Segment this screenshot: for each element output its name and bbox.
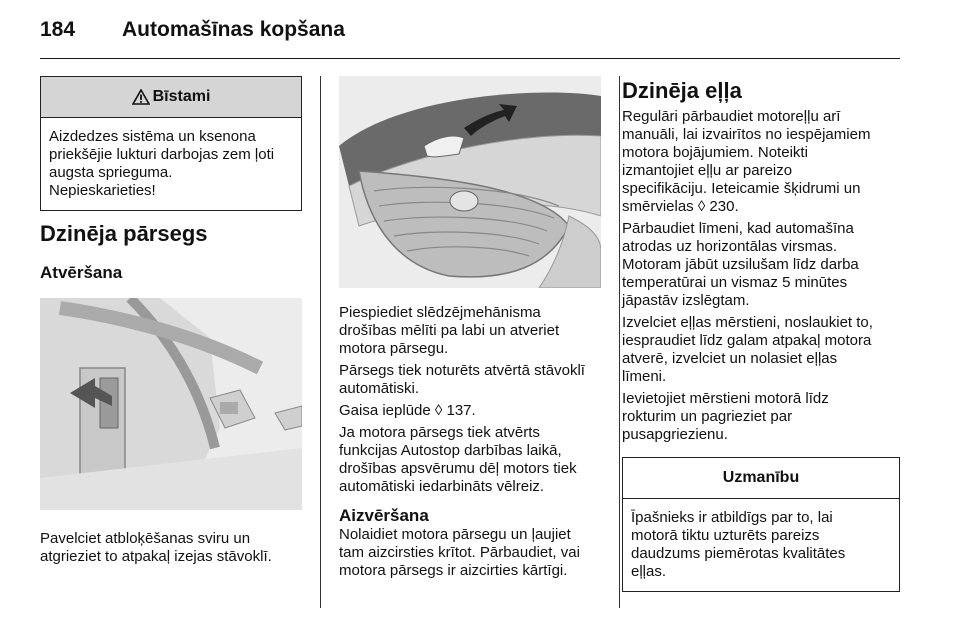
warning-box-body	[41, 118, 301, 210]
text-line: atrodas uz horizontālas virsmas.	[622, 238, 838, 255]
text-line: līmeni.	[622, 368, 667, 385]
text-line: smērvielas ◊ 230.	[622, 198, 739, 215]
warning-line: augsta sprieguma.	[49, 164, 173, 181]
text-line: motora bojājumiem. Noteikti	[622, 144, 808, 161]
caption-release-lever	[40, 530, 302, 566]
warning-box	[40, 76, 302, 211]
caution-heading: Uzmanību	[722, 469, 800, 486]
caution-line: daudzums piemērotas kvalitātes	[631, 545, 846, 562]
text-line: Pārbaudiet līmeni, kad automašīna	[622, 220, 854, 237]
text-line: izmantojiet eļļu ar pareizo	[622, 162, 793, 179]
caution-box-body	[623, 499, 899, 591]
text-line: manuāli, lai izvairītos no iespējamiem	[622, 126, 871, 143]
column-divider-1	[320, 76, 321, 608]
page-title: Automašīnas kopšana	[122, 18, 345, 41]
warning-line: Nepieskarieties!	[49, 182, 156, 199]
caution-line: eļļas.	[631, 563, 667, 580]
text-line: Motoram jābūt uzsilušam līdz darba	[622, 256, 859, 273]
paragraph-check-oil	[622, 108, 900, 216]
column-divider-2	[619, 76, 620, 608]
caution-box-header	[623, 458, 899, 499]
text-line: iespraudiet līdz galam atpakaļ motora	[622, 332, 872, 349]
text-line: pusapgriezienu.	[622, 426, 728, 443]
page-header	[40, 14, 900, 60]
column-2	[339, 76, 603, 580]
text-line: Pārsegs tiek noturēts atvērtā stāvoklī	[339, 362, 585, 379]
text-line: drošības apsvērumu dēļ motors tiek	[339, 460, 577, 477]
figure-release-lever	[40, 298, 302, 510]
text-line: motora pārsegs ir aizcirties kārtīgi.	[339, 562, 568, 579]
section-heading-engine-oil: Dzinēja eļļa	[622, 78, 742, 103]
paragraph-close-hood	[339, 526, 603, 580]
warning-line: Aizdedzes sistēma un ksenona	[49, 128, 256, 145]
text-line: tam aizcirsties krītot. Pārbaudiet, vai	[339, 544, 580, 561]
caption-line: atgrieziet to atpakaļ izejas stāvoklī.	[40, 548, 272, 565]
text-line: specifikāciju. Ieteicamie šķidrumi un	[622, 180, 861, 197]
text-line: rokturim un pagrieziet par	[622, 408, 793, 425]
section-heading-hood: Dzinēja pārsegs	[40, 221, 208, 246]
paragraph-dipstick	[622, 314, 900, 386]
paragraph-insert-dipstick	[622, 390, 900, 444]
warning-triangle-icon	[132, 89, 150, 105]
text-line: Nolaidiet motora pārsegu un ļaujiet	[339, 526, 571, 543]
text-line: automātiski.	[339, 380, 420, 397]
text-line: motora pārsegu.	[339, 340, 449, 357]
text-line: Regulāri pārbaudiet motoreļļu arī	[622, 108, 841, 125]
paragraph-open-hood	[339, 304, 603, 358]
caution-box	[622, 457, 900, 592]
figure-hood-release	[339, 76, 601, 288]
text-line: Izvelciet eļļas mērstieni, noslaukiet to,	[622, 314, 873, 331]
header-rule	[40, 58, 900, 59]
text-line: jāpastāv izslēgtam.	[622, 292, 750, 309]
warning-line: priekšējie lukturi darbojas zem ļoti	[49, 146, 275, 163]
page-number: 184	[40, 18, 76, 41]
text-line: Gaisa ieplūde ◊ 137.	[339, 402, 476, 419]
subheading-opening: Atvēršana	[40, 263, 123, 282]
caution-line: motorā tiktu uzturēts pareizs	[631, 527, 820, 544]
paragraph-autostop	[339, 424, 603, 496]
paragraph-level-check	[622, 220, 900, 310]
text-line: funkcijas Autostop darbības laikā,	[339, 442, 562, 459]
paragraph-hood-held	[339, 362, 603, 398]
text-line: automātiski iedarbināts vēlreiz.	[339, 478, 545, 495]
warning-heading: Bīstami	[152, 88, 211, 105]
column-3	[622, 76, 900, 592]
warning-box-header	[41, 77, 301, 118]
text-line: Ja motora pārsegs tiek atvērts	[339, 424, 540, 441]
subheading-closing: Aizvēršana	[339, 506, 429, 525]
caution-line: Īpašnieks ir atbildīgs par to, lai	[631, 509, 833, 526]
caption-line: Pavelciet atbloķēšanas sviru un	[40, 530, 251, 547]
text-line: atverē, izvelciet un nolasiet eļļas	[622, 350, 838, 367]
text-line: Piespiediet slēdzējmehānisma	[339, 304, 541, 321]
text-line: Ievietojiet mērstieni motorā līdz	[622, 390, 829, 407]
column-1	[40, 76, 302, 566]
paragraph-air-intake	[339, 402, 603, 420]
text-line: temperatūrai un vismaz 5 minūtes	[622, 274, 848, 291]
text-line: drošības mēlīti pa labi un atveriet	[339, 322, 560, 339]
